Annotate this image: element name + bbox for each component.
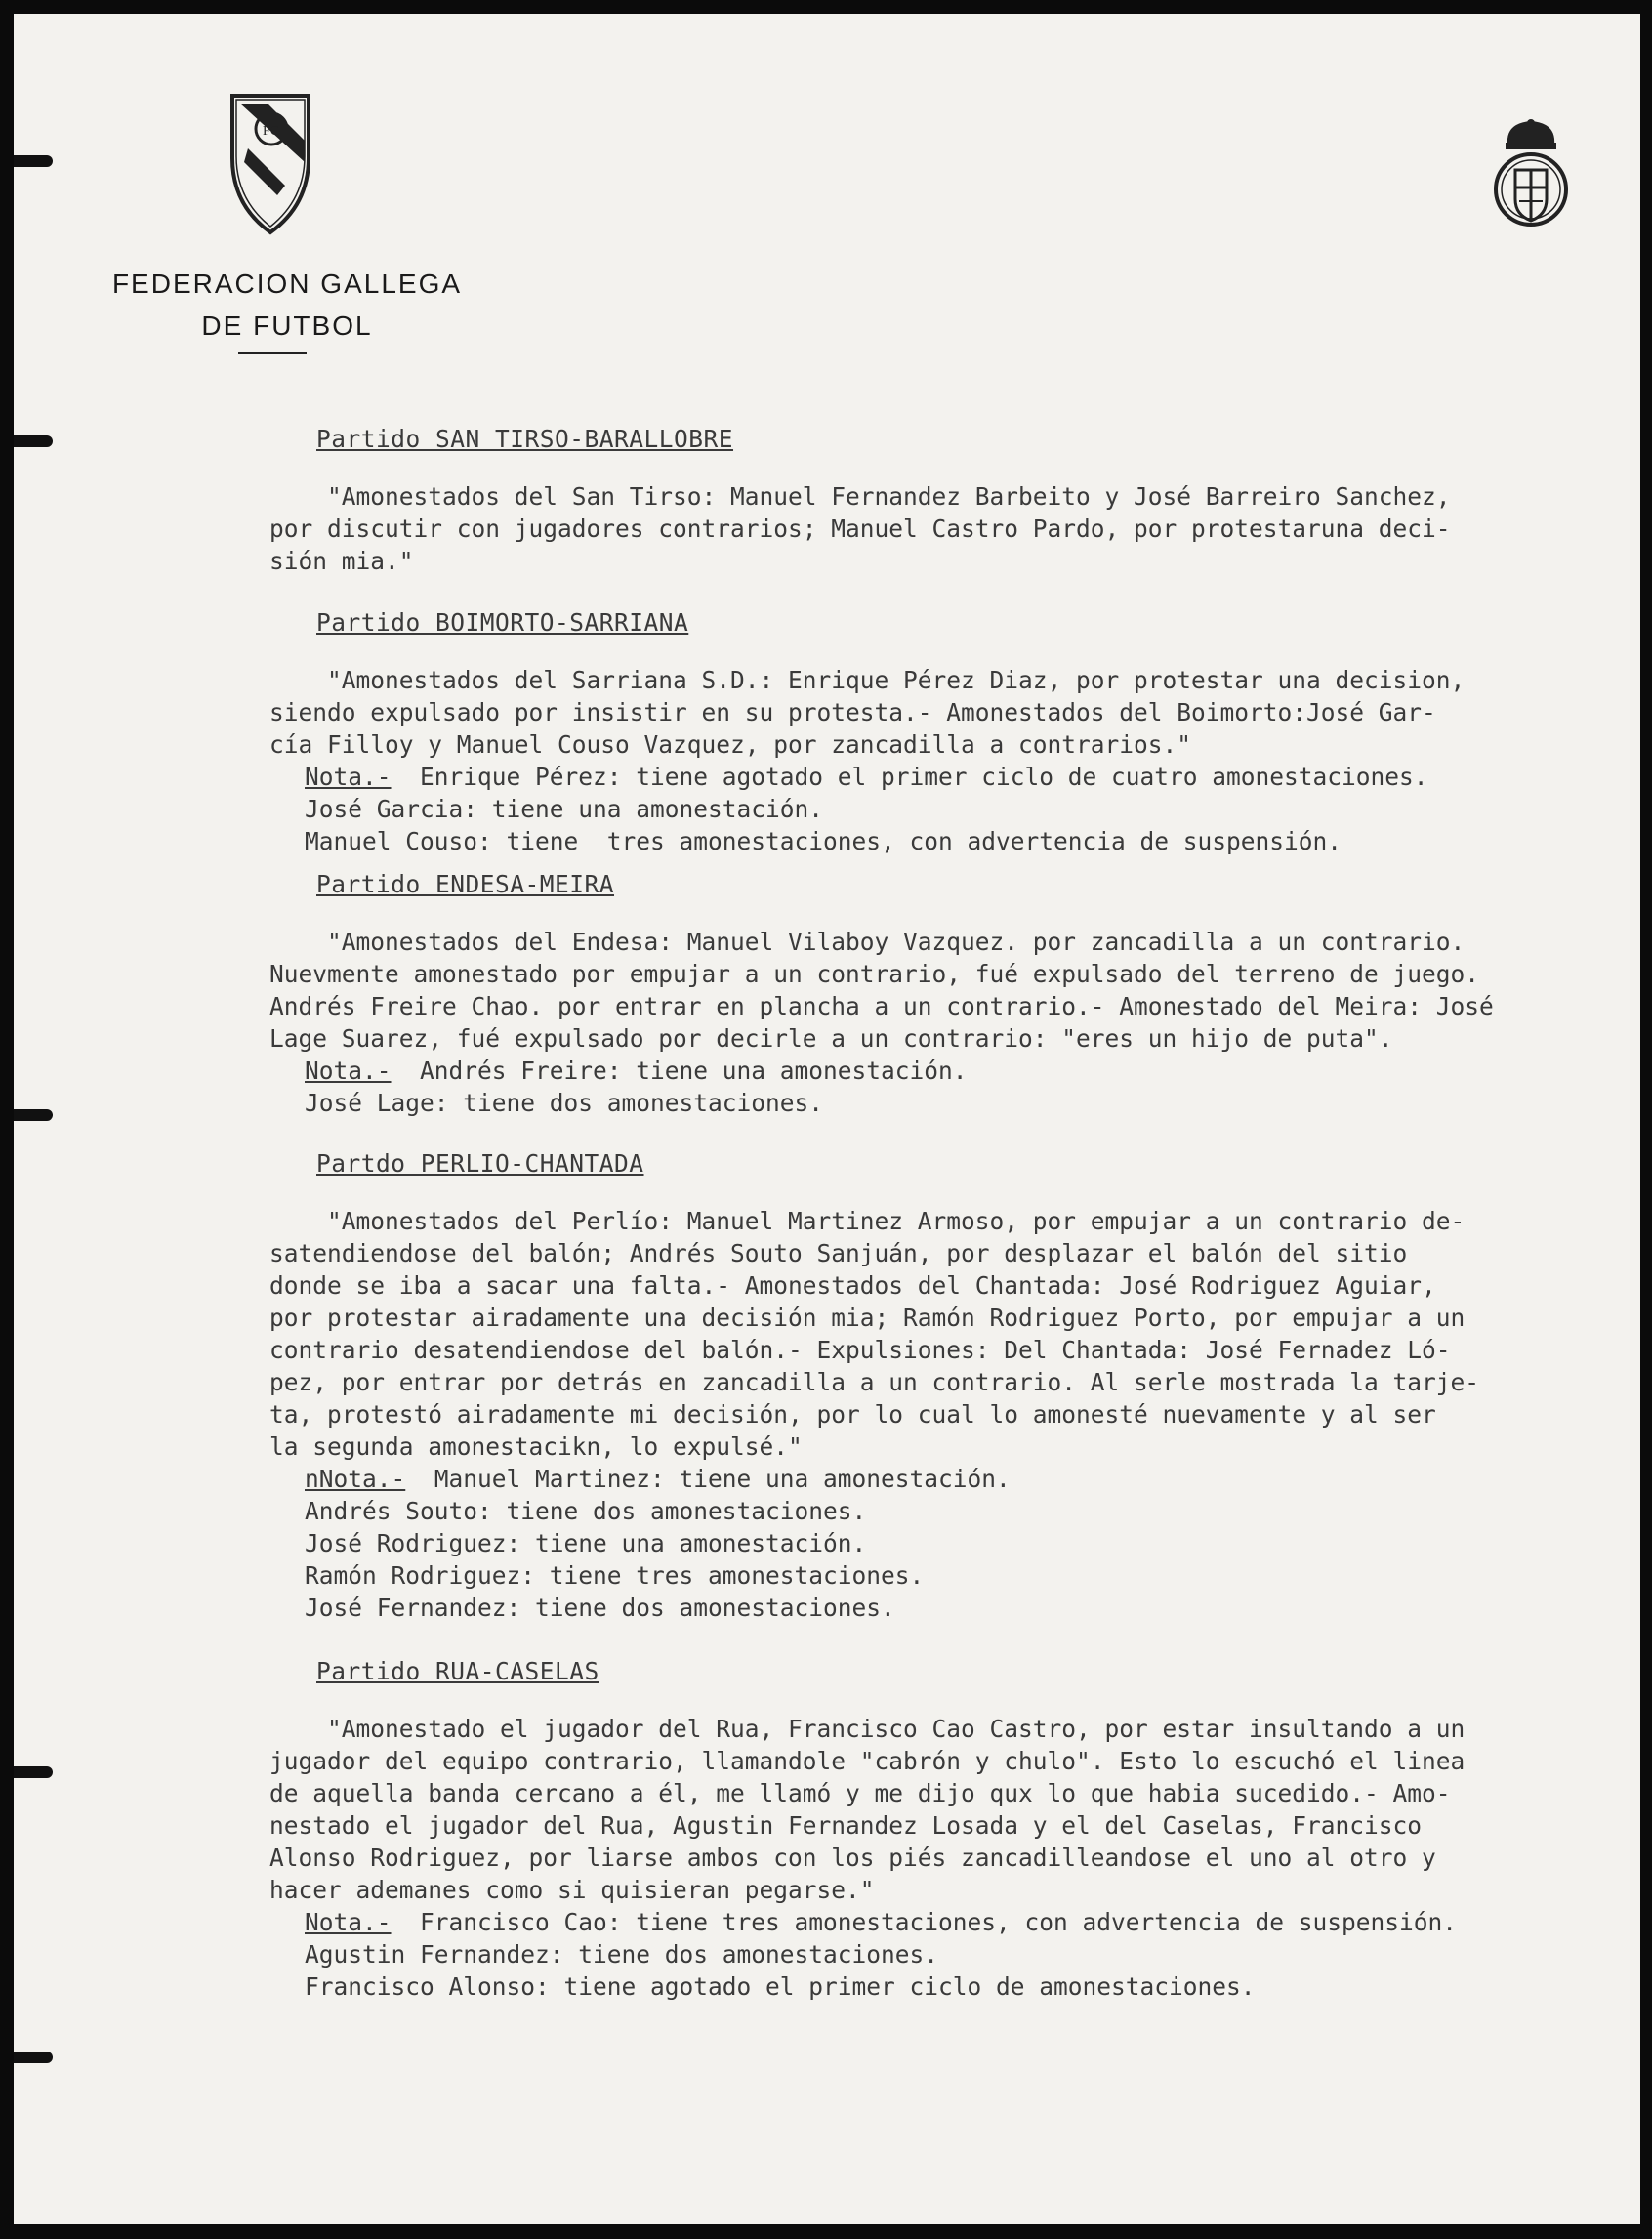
statement-line: "Amonestado el jugador del Rua, Francisco Cao Castro, por estar insultando a un [269,1715,1466,1743]
nota-label: Nota.- [305,1057,392,1085]
note-line: Agustin Fernandez: tiene dos amonestaciones. [305,1940,939,1969]
section-title: Partido BOIMORTO-SARRIANA [316,608,689,637]
note-text: Manuel Martinez: tiene una amonestación. [405,1465,1011,1493]
note-line: José Rodriguez: tiene una amonestación. [305,1529,867,1557]
statement-line: "Amonestados del San Tirso: Manuel Fernandez Barbeito y José Barreiro Sanchez, [269,482,1451,511]
note-text: Francisco Cao: tiene tres amonestaciones, con advertencia de suspensión. [391,1908,1458,1936]
section-notes [305,1463,1636,1624]
section-statement [269,1205,1636,1463]
note-line: Ramón Rodriguez: tiene tres amonestaciones. [305,1561,925,1590]
note-line: José Lage: tiene dos amonestaciones. [305,1089,824,1117]
federation-shield-icon [227,90,314,236]
nota-label: nNota.- [305,1465,406,1493]
statement-line: satendiendose del balón; Andrés Souto Sanjuán, por desplazar el balón del sitio [269,1239,1408,1267]
statement-line: por discutir con jugadores contrarios; Manuel Castro Pardo, por protestaruna deci- [269,515,1451,543]
punch-hole [14,1109,53,1121]
section-statement [269,926,1636,1055]
statement-line: Alonso Rodriguez, por liarse ambos con los piés zancadilleandose el uno al otro y [269,1844,1436,1872]
organization-name-line1: FEDERACION GALLEGA [111,269,463,299]
statement-line: "Amonestados del Sarriana S.D.: Enrique Pérez Diaz, por protestar una decision, [269,666,1466,694]
statement-line: de aquella banda cercano a él, me llamó y me dijo qux lo que habia sucedido.- Amo- [269,1779,1451,1807]
statement-line: "Amonestados del Perlío: Manuel Martinez Armoso, por empujar a un contrario de- [269,1207,1466,1235]
section-title: Partdo PERLIO-CHANTADA [316,1149,644,1178]
statement-line: Andrés Freire Chao. por entrar en plancha a un contrario.- Amonestado del Meira: José [269,992,1494,1020]
section-notes [305,1055,1636,1119]
punch-hole [14,1766,53,1778]
crowned-emblem-icon [1486,117,1576,234]
match-section-rua-caselas [269,1654,1636,2003]
nota-label: Nota.- [305,763,392,791]
organization-name-line2: DE FUTBOL [201,311,373,341]
section-notes [305,1906,1636,2003]
statement-line: la segunda amonestacikn, lo expulsé." [269,1432,803,1461]
note-line: Manuel Couso: tiene tres amonestaciones, con advertencia de suspensión. [305,827,1342,855]
statement-line: siendo expulsado por insistir en su protesta.- Amonestados del Boimorto:José Gar- [269,698,1436,726]
note-line [305,1055,1636,1087]
section-statement [269,664,1636,761]
match-section-perlio-chantada [269,1146,1636,1624]
section-title: Partido RUA-CASELAS [316,1657,599,1685]
note-line: José Garcia: tiene una amonestación. [305,795,824,823]
statement-line: pez, por entrar por detrás en zancadilla a un contrario. Al serle mostrada la tarje- [269,1368,1480,1396]
match-section-endesa-meira [269,867,1636,1119]
note-text: Andrés Freire: tiene una amonestación. [391,1057,968,1085]
note-text: Enrique Pérez: tiene agotado el primer ciclo de cuatro amonestaciones. [391,763,1428,791]
statement-line: donde se iba a sacar una falta.- Amonestados del Chantada: José Rodriguez Aguiar, [269,1271,1436,1300]
statement-line: hacer ademanes como si quisieran pegarse." [269,1876,875,1904]
note-line: José Fernandez: tiene dos amonestaciones. [305,1594,895,1622]
statement-line: "Amonestados del Endesa: Manuel Vilaboy Vazquez. por zancadilla a un contrario. [269,928,1466,956]
statement-line: nestado el jugador del Rua, Agustin Fernandez Losada y el del Caselas, Francisco [269,1811,1423,1840]
header-divider [238,352,307,354]
statement-line: Nuevmente amonestado por empujar a un contrario, fué expulsado del terreno de juego. [269,960,1480,988]
note-line: Andrés Souto: tiene dos amonestaciones. [305,1497,867,1525]
punch-hole [14,2052,53,2063]
nota-label: Nota.- [305,1908,392,1936]
punch-hole [14,155,53,167]
statement-line: jugador del equipo contrario, llamandole "cabrón y chulo". Esto lo escuchó el linea [269,1747,1466,1775]
section-statement [269,1713,1636,1906]
document-page [14,14,1640,2224]
note-line [305,1906,1636,1938]
svg-text:FG: FG [263,124,280,139]
organization-name [82,263,492,347]
statement-line: sión mia." [269,547,414,575]
note-line [305,1463,1636,1495]
section-title: Partido SAN TIRSO-BARALLOBRE [316,425,734,453]
section-notes [305,761,1636,857]
statement-line: contrario desatendiendose del balón.- Expulsiones: Del Chantada: José Fernadez Ló- [269,1336,1451,1364]
section-title: Partido ENDESA-MEIRA [316,870,615,898]
statement-line: ta, protestó airadamente mi decisión, por lo cual lo amonesté nuevamente y al ser [269,1400,1436,1429]
note-line [305,761,1636,793]
match-section-san-tirso-barallobre [269,422,1636,577]
note-line: Francisco Alonso: tiene agotado el primer ciclo de amonestaciones. [305,1972,1256,2001]
match-section-boimorto-sarriana [269,605,1636,857]
statement-line: por protestar airadamente una decisión mia; Ramón Rodriguez Porto, por empujar a un [269,1304,1466,1332]
statement-line: cía Filloy y Manuel Couso Vazquez, por zancadilla a contrarios." [269,730,1192,759]
statement-line: Lage Suarez, fué expulsado por decirle a un contrario: "eres un hijo de puta". [269,1024,1393,1053]
section-statement [269,480,1636,577]
punch-hole [14,435,53,447]
